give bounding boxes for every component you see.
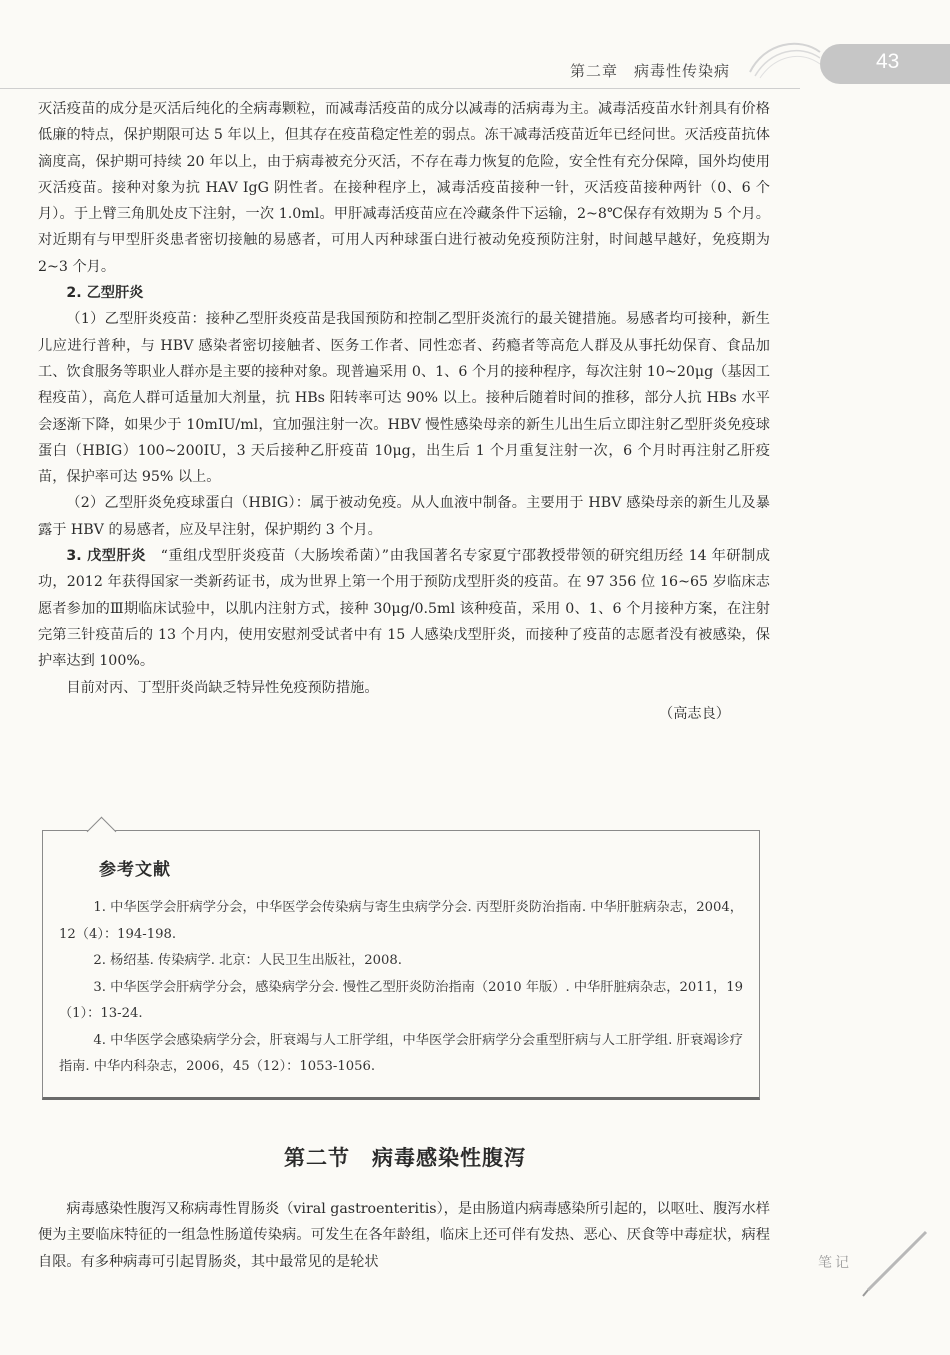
paragraph-hcv-hdv: 目前对丙、丁型肝炎尚缺乏特异性免疫预防措施。 (66, 679, 379, 696)
references-list (59, 895, 743, 1081)
references-notch (87, 817, 117, 847)
paragraph-viral-diarrhea: 病毒感染性腹泻又称病毒性胃肠炎（viral gastroenteritis），是由肠道内病毒感染所引起的，以呕吐、腹泻水样便为主要临床特征的一组急性肠道传染病。可发生在各年龄组，临床上还可伴有发热、恶心、厌食等中毒症状，病程自限。有多种病毒可引起胃肠炎，其中最常见的是轮状 (38, 1201, 770, 1270)
section-content (38, 1196, 770, 1275)
paragraph-hbig: （2）乙型肝炎免疫球蛋白（HBIG）：属于被动免疫。从人血液中制备。主要用于 HBV 感染母亲的新生儿及暴露于 HBV 的易感者，应及早注射，保护期约 3 个月。 (38, 495, 770, 538)
reference-item: 2. 杨绍基. 传染病学. 北京：人民卫生出版社，2008. (93, 953, 402, 968)
page-number: 43 (876, 50, 900, 73)
paragraph-hev-vaccine: “重组戊型肝炎疫苗（大肠埃希菌）”由我国著名专家夏宁邵教授带领的研究组历经 14 年研制成功，2012 年获得国家一类新药证书，成为世界上第一个用于预防戊型肝炎的疫苗。在 97 356 位 16~65 岁临床志愿者参加的Ⅲ期临床试验中，以肌内注射方式，接种 30μg/0.5ml 该种疫苗，采用 0、1、6 个月接种方案，在注射完第三针疫苗后的 13 个月内，使用安慰剂受试者中有 15 人感染戊型肝炎，而接种了疫苗的志愿者没有被感染，保护率达到 100%。 (38, 548, 770, 670)
section-title: 第二节 病毒感染性腹泻 (284, 1146, 526, 1170)
heading-hepatitis-b: 2. 乙型肝炎 (66, 285, 144, 302)
author-credit: （高志良） (659, 705, 730, 722)
references-title: 参考文献 (99, 860, 171, 880)
reference-item: 1. 中华医学会肝病学分会，中华医学会传染病与寄生虫病学分会. 丙型肝炎防治指南. 中华肝脏病杂志，2004，12（4）：194-198. (59, 900, 743, 942)
margin-note-label: 笔记 (818, 1255, 852, 1271)
paragraph-hbv-vaccine: （1）乙型肝炎疫苗：接种乙型肝炎疫苗是我国预防和控制乙型肝炎流行的最关键措施。易感者均可接种，新生儿应进行普种，与 HBV 感染者密切接触者、医务工作者、同性恋者、药瘾者等高危人群及从事托幼保育、食品加工、饮食服务等职业人群亦是主要的接种对象。现普遍采用 0、1、6 个月的接种程序，每次注射 10~20μg（基因工程疫苗），高危人群可适量加大剂量，抗 HBs 阳转率可达 90% 以上。接种后随着时间的推移，部分人抗 HBs 水平会逐渐下降，如果少于 10mIU/ml，宜加强注射一次。HBV 慢性感染母亲的新生儿出生后立即注射乙型肝炎免疫球蛋白（HBIG）100~200IU，3 天后接种乙肝疫苗 10μg，出生后 1 个月重复注射一次，6 个月时再注射乙肝疫苗，保护率可达 95% 以上。 (38, 311, 770, 486)
paragraph-vaccine-hav: 灭活疫苗的成分是灭活后纯化的全病毒颗粒，而减毒活疫苗的成分以减毒的活病毒为主。减毒活疫苗水针剂具有价格低廉的特点，保护期限可达 5 年以上，但其存在疫苗稳定性差的弱点。冻干减毒活疫苗近年已经问世。灭活疫苗抗体滴度高，保护期可持续 20 年以上，由于病毒被充分灭活，不存在毒力恢复的危险，安全性有充分保障，国外均使用灭活疫苗。接种对象为抗 HAV IgG 阴性者。在接种程序上，减毒活疫苗接种一针，灭活疫苗接种两针（0、6 个月）。于上臂三角肌处皮下注射，一次 1.0ml。甲肝减毒活疫苗应在冷藏条件下运输，2~8℃保存有效期为 5 个月。对近期有与甲型肝炎患者密切接触的易感者，可用人丙种球蛋白进行被动免疫预防注射，时间越早越好，免疫期为 2~3 个月。 (38, 101, 770, 275)
page-header (0, 0, 950, 92)
chapter-title: 第二章 病毒性传染病 (569, 62, 730, 80)
pencil-icon (860, 1228, 930, 1298)
references-box (42, 830, 760, 1100)
swirl-ornament-icon (745, 32, 825, 82)
main-content (38, 96, 770, 727)
header-rule (0, 88, 800, 89)
heading-hepatitis-e: 3. 戊型肝炎 (66, 548, 146, 565)
reference-item: 4. 中华医学会感染病学分会，肝衰竭与人工肝学组，中华医学会肝病学分会重型肝病与人工肝学组. 肝衰竭诊疗指南. 中华内科杂志，2006，45（12）：1053-1056. (59, 1032, 743, 1074)
reference-item: 3. 中华医学会肝病学分会，感染病学分会. 慢性乙型肝炎防治指南（2010 年版）. 中华肝脏病杂志，2011，19（1）：13-24. (59, 979, 743, 1021)
